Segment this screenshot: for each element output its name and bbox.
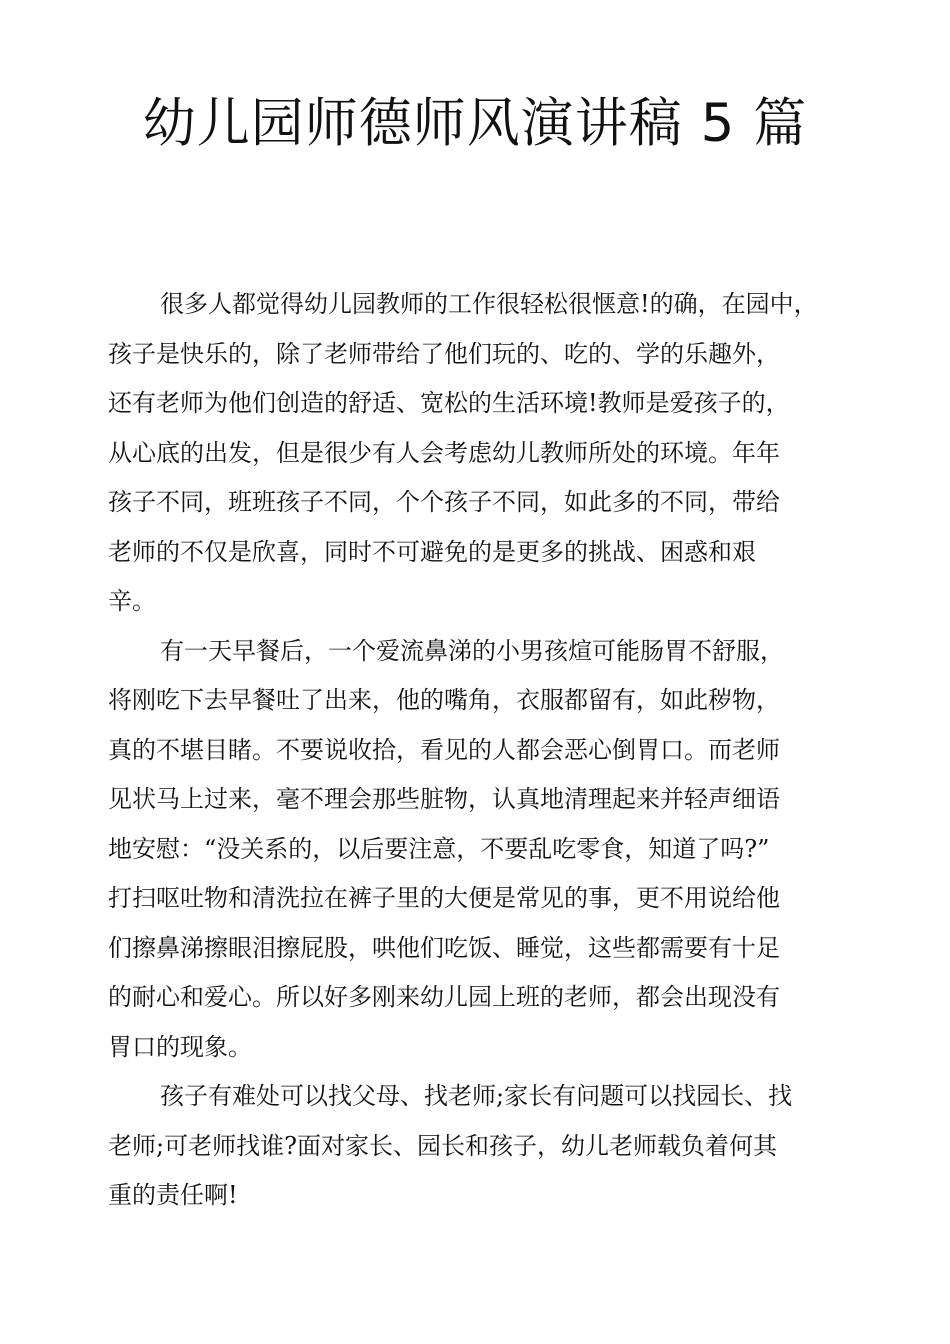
paragraph-line: 重的责任啊! <box>108 1181 238 1209</box>
document-body <box>108 280 868 1221</box>
paragraph-line: 见状马上过来，毫不理会那些脏物，认真地清理起来并轻声细语 <box>108 785 780 813</box>
paragraph-line: 有一天早餐后，一个爱流鼻涕的小男孩煊可能肠胃不舒服， <box>160 636 784 665</box>
paragraph-line: 老师;可老师找谁?面对家长、园长和孩子，幼儿老师载负着何其 <box>108 1131 777 1160</box>
paragraph-3 <box>108 1072 868 1221</box>
paragraph-line: 打扫呕吐物和清洗拉在裤子里的大便是常见的事，更不用说给他 <box>108 884 780 912</box>
paragraph-line: 很多人都觉得幼儿园教师的工作很轻松很惬意!的确，在园中， <box>160 290 818 318</box>
paragraph-line: 从心底的出发，但是很少有人会考虑幼儿教师所处的环境。年年 <box>108 438 780 467</box>
paragraph-1 <box>108 280 868 627</box>
paragraph-line: 孩子是快乐的，除了老师带给了他们玩的、吃的、学的乐趣外， <box>108 339 780 368</box>
paragraph-line: 真的不堪目睹。不要说收拾，看见的人都会恶心倒胃口。而老师 <box>108 735 780 764</box>
paragraph-line: 胃口的现象。 <box>108 1032 252 1061</box>
paragraph-line: 辛。 <box>108 587 156 615</box>
paragraph-line: 们擦鼻涕擦眼泪擦屁股，哄他们吃饭、睡觉，这些都需要有十足 <box>108 933 780 962</box>
paragraph-2 <box>108 627 868 1073</box>
paragraph-line: 老师的不仅是欣喜，同时不可避免的是更多的挑战、困惑和艰 <box>108 537 756 566</box>
paragraph-line: 孩子有难处可以找父母、找老师;家长有问题可以找园长、找 <box>160 1082 793 1110</box>
paragraph-line: 孩子不同，班班孩子不同，个个孩子不同，如此多的不同，带给 <box>108 488 780 516</box>
paragraph-line: 还有老师为他们创造的舒适、宽松的生活环境!教师是爱孩子的， <box>108 389 790 417</box>
document-title: 幼儿园师德师风演讲稿 5 篇 <box>142 93 808 154</box>
paragraph-line: 地安慰：“没关系的，以后要注意，不要乱吃零食，知道了吗?” <box>108 834 770 863</box>
paragraph-line: 的耐心和爱心。所以好多刚来幼儿园上班的老师，都会出现没有 <box>108 983 780 1011</box>
paragraph-line: 将刚吃下去早餐吐了出来，他的嘴角，衣服都留有，如此秽物， <box>108 686 780 714</box>
